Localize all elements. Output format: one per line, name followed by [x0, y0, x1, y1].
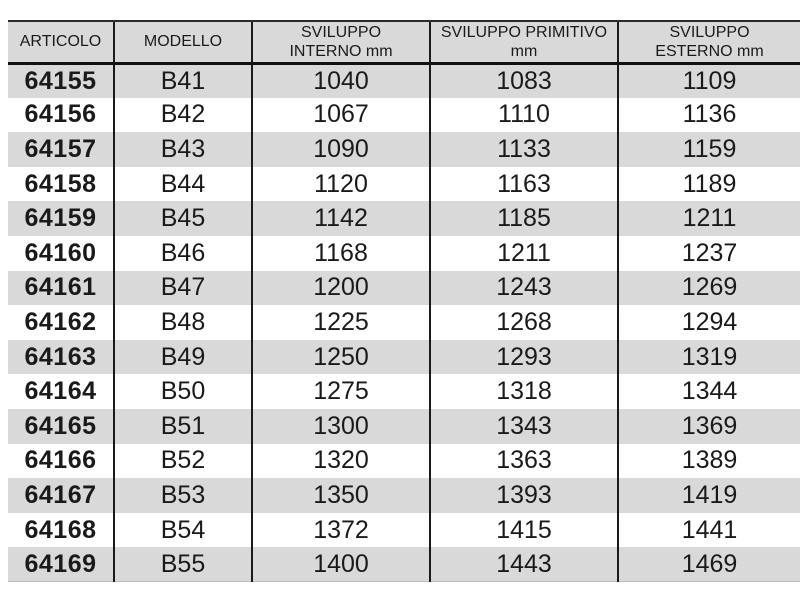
cell-sviluppo-interno: 1320 [252, 444, 430, 479]
cell-sviluppo-esterno: 1319 [618, 340, 800, 375]
cell-sviluppo-esterno: 1369 [618, 409, 800, 444]
table-row [8, 271, 800, 306]
cell-articolo: 64161 [8, 271, 114, 306]
cell-sviluppo-esterno: 1294 [618, 305, 800, 340]
cell-sviluppo-esterno: 1469 [618, 547, 800, 582]
table-row [8, 340, 800, 375]
column-header-modello [114, 21, 252, 63]
cell-sviluppo-interno: 1400 [252, 547, 430, 582]
cell-sviluppo-esterno: 1136 [618, 98, 800, 133]
cell-sviluppo-interno: 1200 [252, 271, 430, 306]
header-label: ARTICOLO [19, 33, 102, 51]
cell-modello: B42 [114, 98, 252, 133]
column-header-sviluppo-primitivo [430, 21, 618, 63]
cell-articolo: 64165 [8, 409, 114, 444]
table-row [8, 236, 800, 271]
cell-sviluppo-primitivo: 1293 [430, 340, 618, 375]
table-row [8, 478, 800, 513]
table-row [8, 63, 800, 98]
header-label-line2: mm [510, 42, 538, 60]
cell-sviluppo-primitivo: 1083 [430, 63, 618, 98]
cell-articolo: 64167 [8, 478, 114, 513]
table-body [8, 63, 800, 582]
cell-sviluppo-primitivo: 1163 [430, 167, 618, 202]
cell-modello: B50 [114, 374, 252, 409]
cell-sviluppo-interno: 1300 [252, 409, 430, 444]
cell-modello: B53 [114, 478, 252, 513]
table-row [8, 409, 800, 444]
cell-modello: B41 [114, 63, 252, 98]
table-row [8, 547, 800, 582]
table-row [8, 167, 800, 202]
cell-sviluppo-interno: 1067 [252, 98, 430, 133]
cell-sviluppo-esterno: 1269 [618, 271, 800, 306]
header-label-line2: ESTERNO mm [655, 42, 764, 60]
cell-sviluppo-interno: 1372 [252, 513, 430, 548]
header-row [8, 21, 800, 63]
cell-articolo: 64157 [8, 132, 114, 167]
cell-sviluppo-esterno: 1389 [618, 444, 800, 479]
header-label-line2: INTERNO mm [289, 42, 393, 60]
table-row [8, 305, 800, 340]
cell-sviluppo-esterno: 1159 [618, 132, 800, 167]
cell-articolo: 64155 [8, 63, 114, 98]
cell-articolo: 64160 [8, 236, 114, 271]
table-row [8, 132, 800, 167]
cell-sviluppo-primitivo: 1185 [430, 201, 618, 236]
cell-sviluppo-interno: 1275 [252, 374, 430, 409]
cell-articolo: 64164 [8, 374, 114, 409]
product-spec-table [8, 20, 800, 582]
cell-sviluppo-primitivo: 1415 [430, 513, 618, 548]
cell-modello: B54 [114, 513, 252, 548]
cell-sviluppo-interno: 1120 [252, 167, 430, 202]
cell-articolo: 64162 [8, 305, 114, 340]
cell-modello: B47 [114, 271, 252, 306]
cell-sviluppo-interno: 1090 [252, 132, 430, 167]
cell-sviluppo-interno: 1350 [252, 478, 430, 513]
cell-articolo: 64168 [8, 513, 114, 548]
cell-modello: B49 [114, 340, 252, 375]
cell-articolo: 64156 [8, 98, 114, 133]
cell-sviluppo-interno: 1225 [252, 305, 430, 340]
column-header-sviluppo-interno [252, 21, 430, 63]
cell-sviluppo-interno: 1168 [252, 236, 430, 271]
cell-articolo: 64159 [8, 201, 114, 236]
cell-modello: B43 [114, 132, 252, 167]
cell-sviluppo-esterno: 1441 [618, 513, 800, 548]
cell-modello: B48 [114, 305, 252, 340]
table-row [8, 98, 800, 133]
cell-articolo: 64158 [8, 167, 114, 202]
cell-modello: B55 [114, 547, 252, 582]
cell-sviluppo-primitivo: 1243 [430, 271, 618, 306]
column-header-articolo [8, 21, 114, 63]
header-label: MODELLO [143, 33, 223, 51]
cell-modello: B46 [114, 236, 252, 271]
cell-sviluppo-esterno: 1109 [618, 63, 800, 98]
table-row [8, 374, 800, 409]
table-row [8, 444, 800, 479]
cell-sviluppo-esterno: 1419 [618, 478, 800, 513]
cell-sviluppo-primitivo: 1268 [430, 305, 618, 340]
column-header-sviluppo-esterno [618, 21, 800, 63]
table-row [8, 513, 800, 548]
cell-sviluppo-primitivo: 1133 [430, 132, 618, 167]
header-label: SVILUPPO [669, 23, 750, 41]
cell-sviluppo-primitivo: 1443 [430, 547, 618, 582]
cell-sviluppo-interno: 1250 [252, 340, 430, 375]
cell-articolo: 64163 [8, 340, 114, 375]
cell-sviluppo-interno: 1040 [252, 63, 430, 98]
cell-sviluppo-primitivo: 1110 [430, 98, 618, 133]
table-header [8, 21, 800, 63]
header-label: SVILUPPO PRIMITIVO [440, 23, 608, 41]
cell-sviluppo-primitivo: 1318 [430, 374, 618, 409]
cell-articolo: 64166 [8, 444, 114, 479]
header-label: SVILUPPO [300, 23, 382, 41]
cell-articolo: 64169 [8, 547, 114, 582]
cell-sviluppo-esterno: 1211 [618, 201, 800, 236]
cell-modello: B45 [114, 201, 252, 236]
cell-modello: B44 [114, 167, 252, 202]
cell-modello: B52 [114, 444, 252, 479]
cell-modello: B51 [114, 409, 252, 444]
cell-sviluppo-esterno: 1189 [618, 167, 800, 202]
cell-sviluppo-esterno: 1237 [618, 236, 800, 271]
cell-sviluppo-primitivo: 1363 [430, 444, 618, 479]
cell-sviluppo-primitivo: 1343 [430, 409, 618, 444]
cell-sviluppo-primitivo: 1211 [430, 236, 618, 271]
cell-sviluppo-interno: 1142 [252, 201, 430, 236]
table-row [8, 201, 800, 236]
cell-sviluppo-esterno: 1344 [618, 374, 800, 409]
cell-sviluppo-primitivo: 1393 [430, 478, 618, 513]
